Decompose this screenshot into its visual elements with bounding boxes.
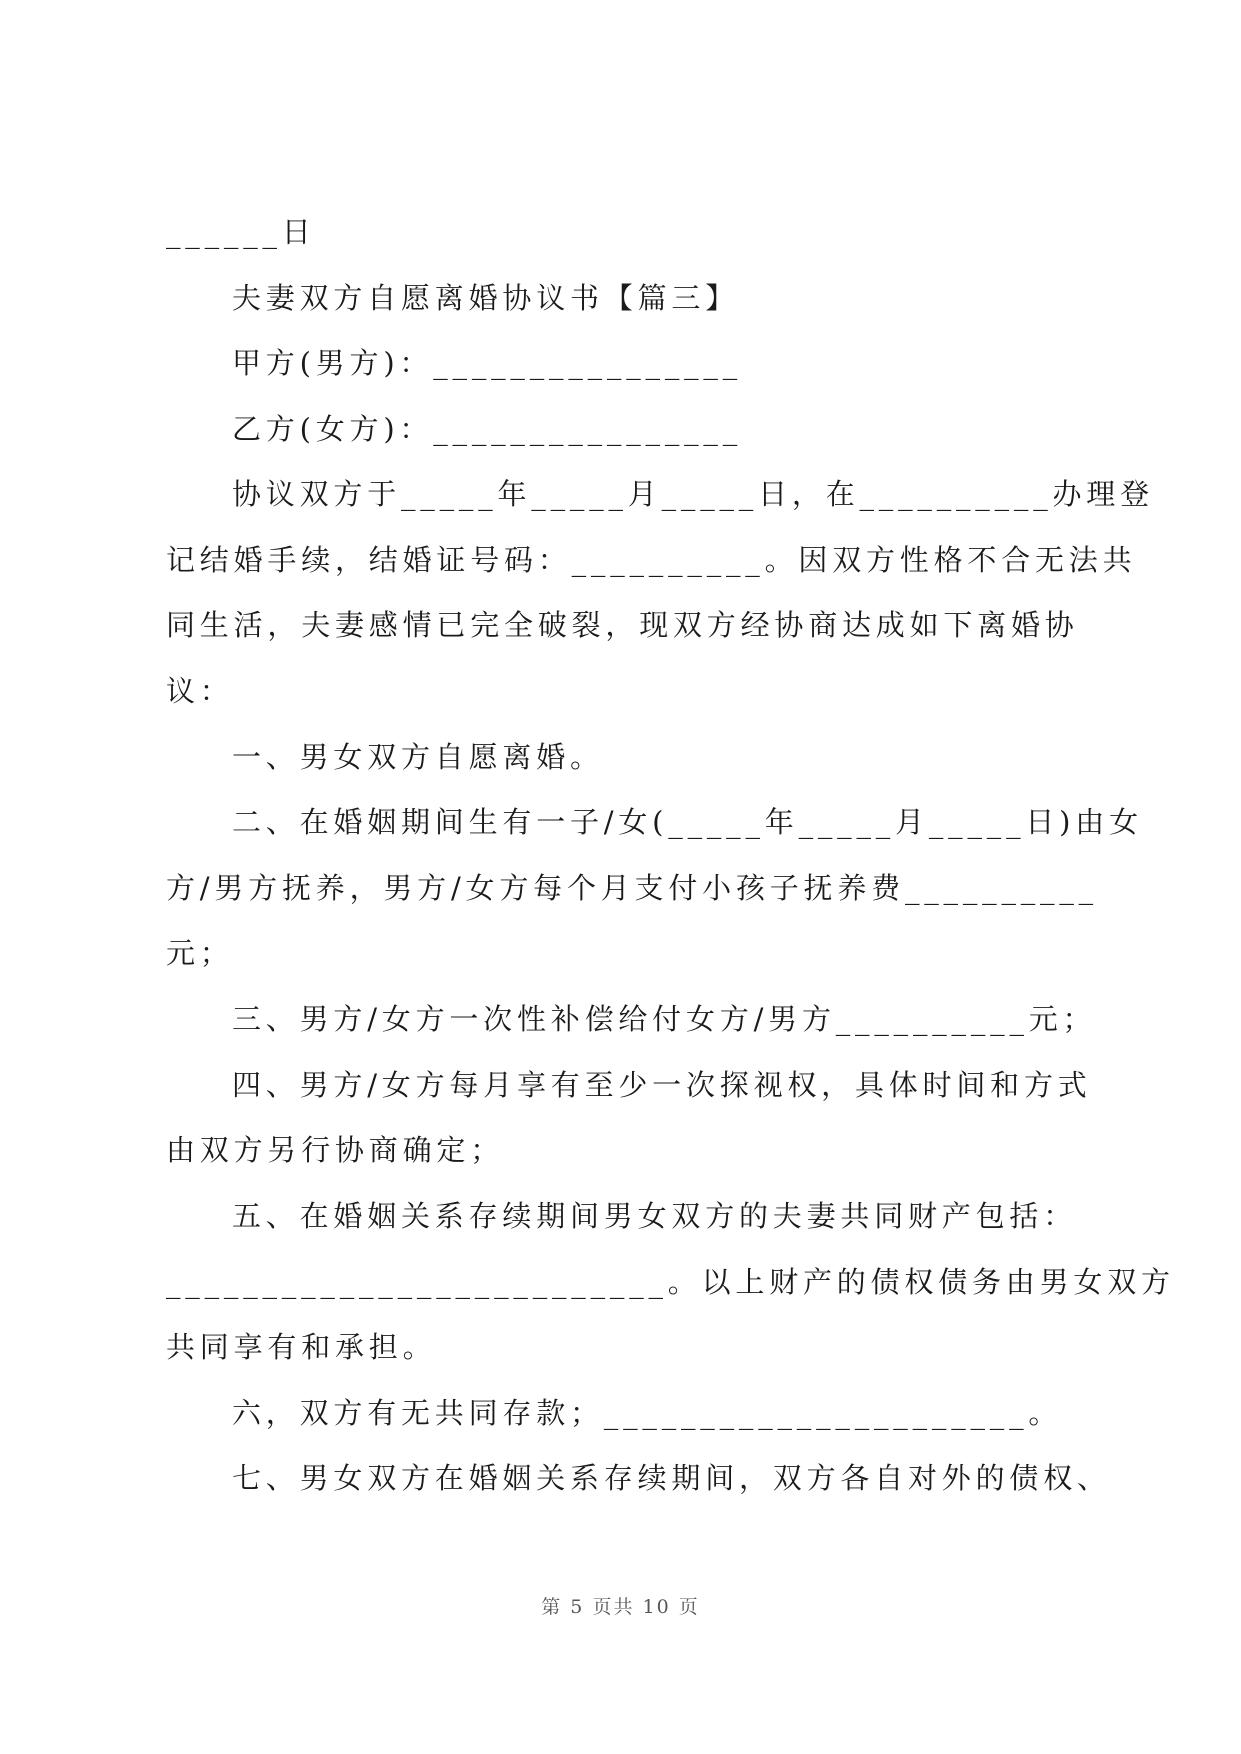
document-line: 共同享有和承担。 [166,1330,437,1364]
footer-di: 第 [541,1596,563,1618]
document-line: 六，双方有无共同存款；______________________。 [232,1396,1063,1430]
document-line: 元； [166,936,234,970]
document-line: 夫妻双方自愿离婚协议书【篇三】 [232,281,740,315]
page-footer [0,1592,1241,1619]
document-line: 由双方另行协商确定； [166,1133,505,1167]
document-line: 七、男女双方在婚姻关系存续期间，双方各自对外的债权、 [232,1461,1111,1495]
document-line: 议： [166,674,234,708]
footer-total-pages: 10 [642,1596,671,1618]
document-line: 一、男女双方自愿离婚。 [232,740,604,774]
document-line: 四、男方/女方每月享有至少一次探视权，具体时间和方式 [232,1068,1092,1102]
document-line: 协议双方于_____年_____月_____日，在__________办理登 [232,477,1154,511]
footer-ye: 页 [592,1596,614,1618]
document-line: 二、在婚姻期间生有一子/女(_____年_____月_____日)由女 [232,805,1143,839]
document-line: 乙方(女方)：________________ [232,412,743,446]
document-line: __________________________。以上财产的债权债务由男女双方 [166,1265,1175,1299]
document-line: 甲方(男方)：________________ [232,346,743,380]
footer-page-number: 5 [570,1596,585,1618]
document-line: 方/男方抚养，男方/女方每个月支付小孩子抚养费__________ [166,871,1098,905]
document-line: 五、在婚姻关系存续期间男女双方的夫妻共同财产包括： [232,1199,1078,1233]
footer-ye2: 页 [678,1596,700,1618]
document-line: 三、男方/女方一次性补偿给付女方/男方__________元； [232,1002,1097,1036]
document-line: ______日 [166,215,316,249]
document-line: 同生活，夫妻感情已完全破裂，现双方经协商达成如下离婚协 [166,608,1079,642]
document-line: 记结婚手续，结婚证号码：__________。因双方性格不合无法共 [166,543,1137,577]
footer-gong: 共 [613,1596,635,1618]
